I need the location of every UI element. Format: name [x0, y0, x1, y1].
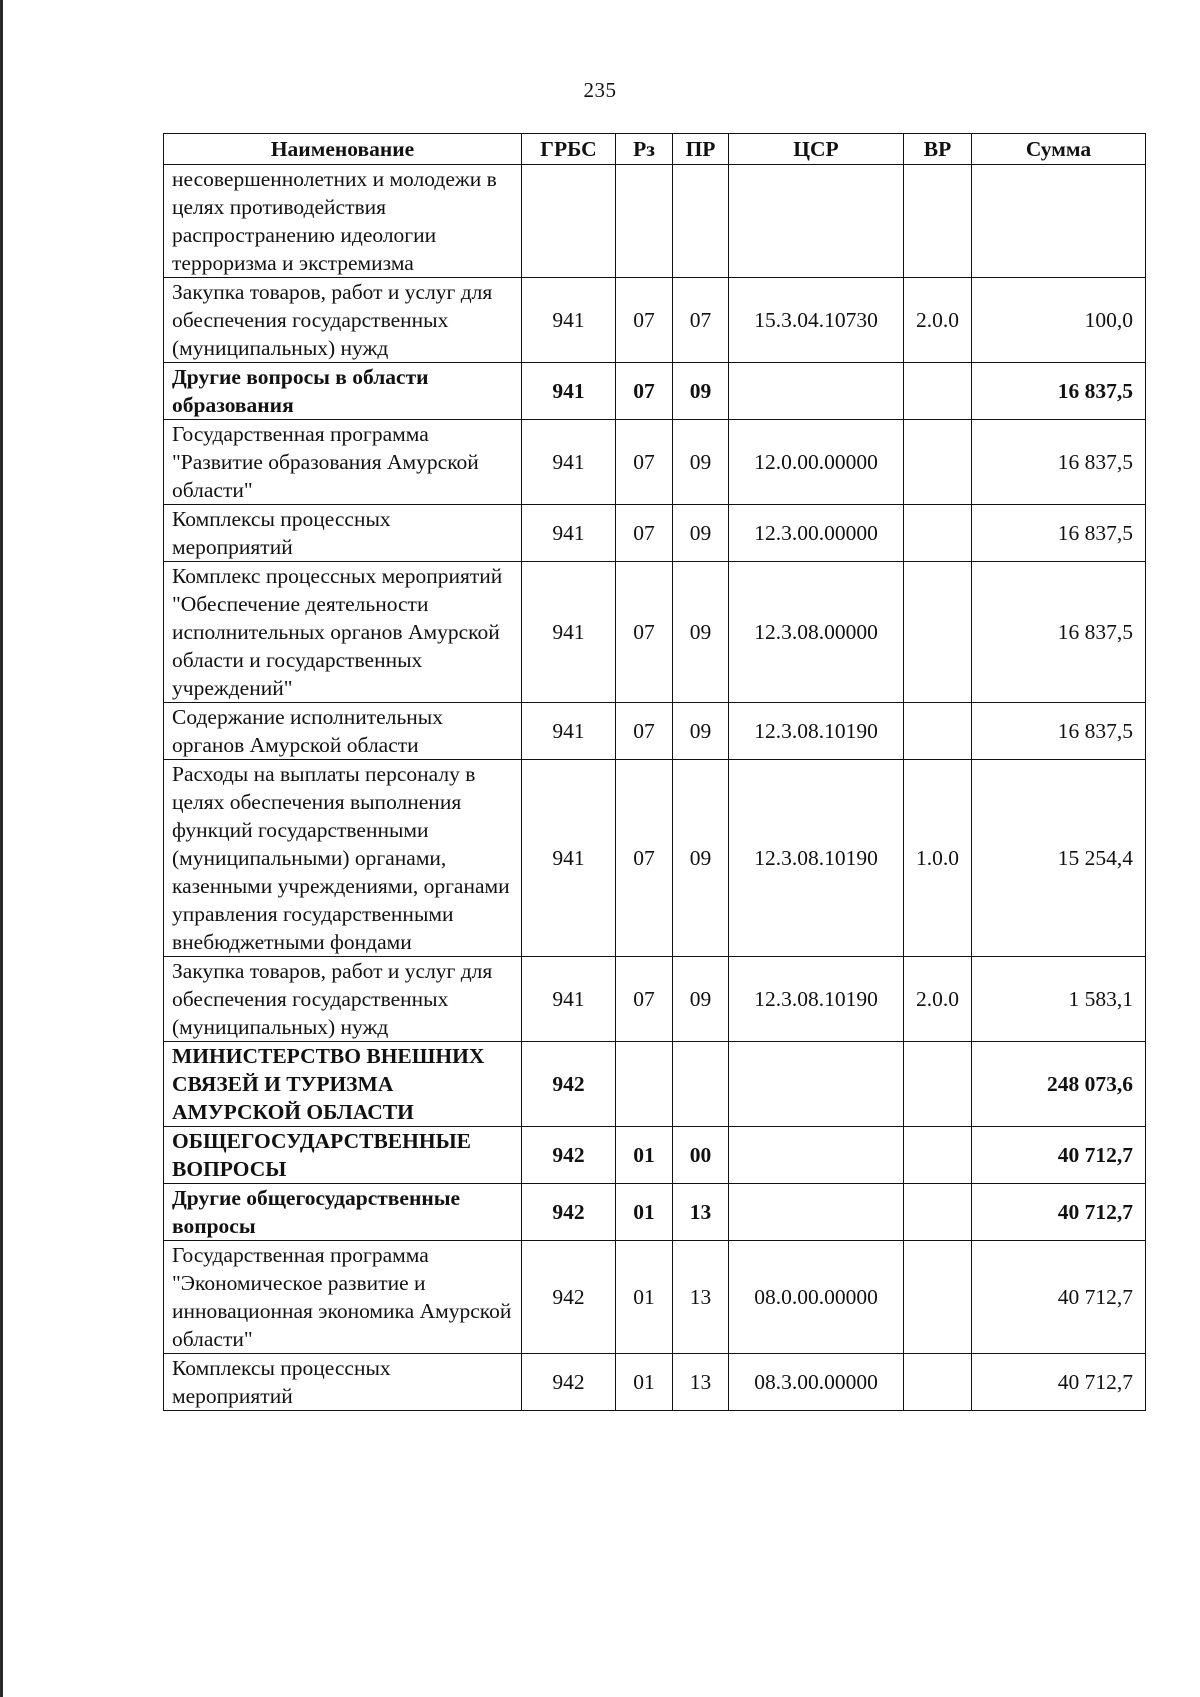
- cell-sum: 248 073,6: [972, 1042, 1146, 1127]
- cell-name: несовершеннолетних и молодежи в целях противодействия распространению идеологии терроризма и экстремизма: [164, 165, 522, 278]
- page-number: 235: [583, 78, 617, 102]
- cell-rz: 07: [616, 505, 673, 562]
- table-row: [164, 1241, 1146, 1354]
- cell-vr: 1.0.0: [904, 760, 972, 957]
- cell-sum: [972, 165, 1146, 278]
- cell-rz: 07: [616, 957, 673, 1042]
- cell-rz: 01: [616, 1127, 673, 1184]
- table-row: [164, 1127, 1146, 1184]
- cell-vr: [904, 1184, 972, 1241]
- cell-name: Комплексы процессных мероприятий: [164, 505, 522, 562]
- cell-rz: 01: [616, 1184, 673, 1241]
- cell-grbs: 942: [522, 1354, 616, 1411]
- cell-vr: 2.0.0: [904, 278, 972, 363]
- cell-csr: [729, 1184, 904, 1241]
- scan-left-edge: [0, 0, 3, 1697]
- table-row: [164, 1184, 1146, 1241]
- cell-name: Расходы на выплаты персоналу в целях обеспечения выполнения функций государственными (муниципальными) органами, казенными учреждениями, органами управления государственными внебюджетными фондами: [164, 760, 522, 957]
- cell-csr: 12.3.08.10190: [729, 957, 904, 1042]
- cell-grbs: 941: [522, 278, 616, 363]
- cell-pr: 09: [673, 363, 729, 420]
- cell-pr: 09: [673, 562, 729, 703]
- cell-rz: 01: [616, 1241, 673, 1354]
- header-sum: Сумма: [972, 134, 1146, 165]
- table-header: [164, 134, 1146, 165]
- cell-pr: [673, 1042, 729, 1127]
- cell-sum: 15 254,4: [972, 760, 1146, 957]
- cell-grbs: [522, 165, 616, 278]
- cell-rz: 07: [616, 420, 673, 505]
- cell-csr: 12.3.08.10190: [729, 703, 904, 760]
- table-row: [164, 165, 1146, 278]
- table-row: [164, 363, 1146, 420]
- cell-sum: 40 712,7: [972, 1241, 1146, 1354]
- header-csr: ЦСР: [729, 134, 904, 165]
- cell-vr: 2.0.0: [904, 957, 972, 1042]
- cell-vr: [904, 703, 972, 760]
- table-row: [164, 760, 1146, 957]
- cell-rz: 07: [616, 278, 673, 363]
- cell-grbs: 942: [522, 1241, 616, 1354]
- header-vr: ВР: [904, 134, 972, 165]
- cell-sum: 40 712,7: [972, 1127, 1146, 1184]
- cell-sum: 16 837,5: [972, 420, 1146, 505]
- cell-pr: 00: [673, 1127, 729, 1184]
- cell-pr: 07: [673, 278, 729, 363]
- cell-pr: 09: [673, 420, 729, 505]
- cell-csr: [729, 165, 904, 278]
- cell-sum: 1 583,1: [972, 957, 1146, 1042]
- cell-rz: [616, 1042, 673, 1127]
- cell-pr: 13: [673, 1241, 729, 1354]
- table-row: [164, 420, 1146, 505]
- cell-grbs: 942: [522, 1042, 616, 1127]
- cell-name: Государственная программа "Экономическое развитие и инновационная экономика Амурской области": [164, 1241, 522, 1354]
- cell-pr: 09: [673, 703, 729, 760]
- cell-grbs: 941: [522, 562, 616, 703]
- table-row: [164, 703, 1146, 760]
- header-rz: Рз: [616, 134, 673, 165]
- cell-grbs: 941: [522, 760, 616, 957]
- cell-csr: 12.0.00.00000: [729, 420, 904, 505]
- cell-grbs: 942: [522, 1184, 616, 1241]
- cell-vr: [904, 1127, 972, 1184]
- cell-pr: [673, 165, 729, 278]
- cell-name: Другие общегосударственные вопросы: [164, 1184, 522, 1241]
- cell-name: Комплекс процессных мероприятий "Обеспечение деятельности исполнительных органов Амурской области и государственных учреждений": [164, 562, 522, 703]
- cell-sum: 16 837,5: [972, 505, 1146, 562]
- cell-pr: 09: [673, 760, 729, 957]
- header-row: [164, 134, 1146, 165]
- table-body: [164, 165, 1146, 1411]
- cell-csr: 08.3.00.00000: [729, 1354, 904, 1411]
- cell-vr: [904, 1354, 972, 1411]
- cell-csr: 08.0.00.00000: [729, 1241, 904, 1354]
- cell-grbs: 942: [522, 1127, 616, 1184]
- table-row: [164, 505, 1146, 562]
- cell-pr: 09: [673, 957, 729, 1042]
- cell-rz: 07: [616, 363, 673, 420]
- cell-grbs: 941: [522, 420, 616, 505]
- table-row: [164, 957, 1146, 1042]
- cell-rz: [616, 165, 673, 278]
- table-row: [164, 278, 1146, 363]
- header-name: Наименование: [164, 134, 522, 165]
- cell-rz: 07: [616, 703, 673, 760]
- cell-vr: [904, 562, 972, 703]
- cell-rz: 07: [616, 760, 673, 957]
- cell-csr: 12.3.08.10190: [729, 760, 904, 957]
- cell-grbs: 941: [522, 363, 616, 420]
- cell-csr: 12.3.08.00000: [729, 562, 904, 703]
- cell-vr: [904, 165, 972, 278]
- cell-vr: [904, 420, 972, 505]
- cell-vr: [904, 1042, 972, 1127]
- cell-vr: [904, 505, 972, 562]
- cell-grbs: 941: [522, 703, 616, 760]
- cell-grbs: 941: [522, 957, 616, 1042]
- cell-name: Государственная программа "Развитие образования Амурской области": [164, 420, 522, 505]
- budget-table: [163, 133, 1146, 1411]
- table-row: [164, 562, 1146, 703]
- table-row: [164, 1042, 1146, 1127]
- cell-name: Комплексы процессных мероприятий: [164, 1354, 522, 1411]
- cell-vr: [904, 363, 972, 420]
- cell-pr: 13: [673, 1354, 729, 1411]
- cell-pr: 13: [673, 1184, 729, 1241]
- cell-rz: 01: [616, 1354, 673, 1411]
- cell-rz: 07: [616, 562, 673, 703]
- cell-name: МИНИСТЕРСТВО ВНЕШНИХ СВЯЗЕЙ И ТУРИЗМА АМУРСКОЙ ОБЛАСТИ: [164, 1042, 522, 1127]
- cell-csr: 15.3.04.10730: [729, 278, 904, 363]
- cell-csr: 12.3.00.00000: [729, 505, 904, 562]
- cell-sum: 40 712,7: [972, 1354, 1146, 1411]
- cell-name: Другие вопросы в области образования: [164, 363, 522, 420]
- cell-vr: [904, 1241, 972, 1354]
- cell-name: Содержание исполнительных органов Амурской области: [164, 703, 522, 760]
- header-grbs: ГРБС: [522, 134, 616, 165]
- cell-name: ОБЩЕГОСУДАРСТВЕННЫЕ ВОПРОСЫ: [164, 1127, 522, 1184]
- cell-pr: 09: [673, 505, 729, 562]
- cell-name: Закупка товаров, работ и услуг для обеспечения государственных (муниципальных) нужд: [164, 957, 522, 1042]
- header-pr: ПР: [673, 134, 729, 165]
- cell-sum: 40 712,7: [972, 1184, 1146, 1241]
- cell-grbs: 941: [522, 505, 616, 562]
- cell-sum: 100,0: [972, 278, 1146, 363]
- cell-name: Закупка товаров, работ и услуг для обеспечения государственных (муниципальных) нужд: [164, 278, 522, 363]
- cell-csr: [729, 1042, 904, 1127]
- table-row: [164, 1354, 1146, 1411]
- cell-sum: 16 837,5: [972, 703, 1146, 760]
- cell-sum: 16 837,5: [972, 562, 1146, 703]
- cell-csr: [729, 1127, 904, 1184]
- cell-sum: 16 837,5: [972, 363, 1146, 420]
- cell-csr: [729, 363, 904, 420]
